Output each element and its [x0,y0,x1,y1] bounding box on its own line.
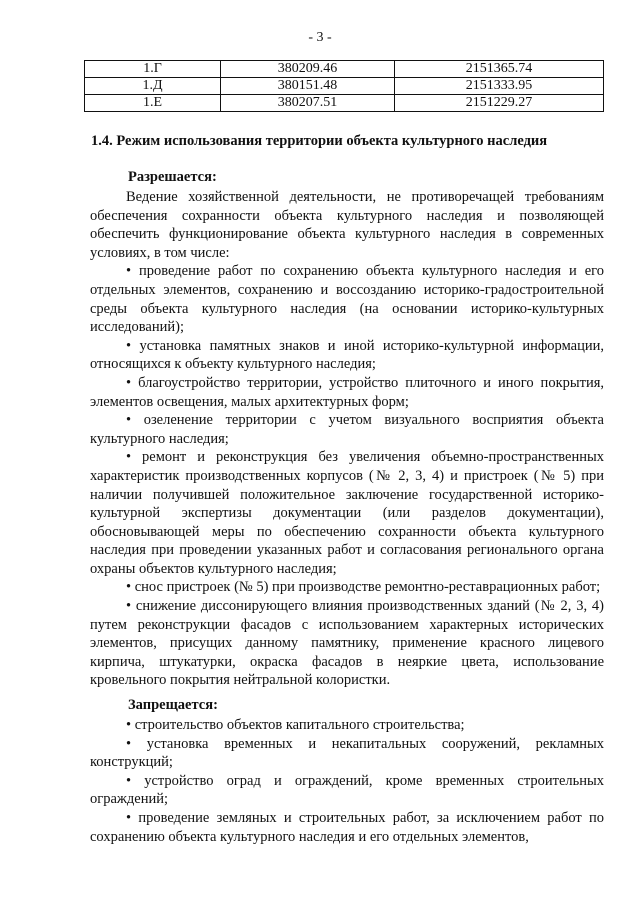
prohibited-item: • установка временных и некапитальных сооружений, рекламных конструкций; [90,735,604,771]
prohibited-item: • проведение земляных и строительных работ, за исключением работ по сохранению объекта культурного наследия и его отдельных элементов, [90,809,604,845]
allowed-item: • снос пристроек (№ 5) при производстве ремонтно-реставрационных работ; [126,579,601,596]
prohibited-section [90,716,604,846]
allowed-section [90,188,604,690]
allowed-item: • проведение работ по сохранению объекта культурного наследия и его отдельных элементов, сохранению и воссозданию историко-градостроительной среды объекта культурного наследия (на основании историко-культурных исследований); [90,263,604,336]
table-cell-x: 380207.51 [221,95,395,112]
allowed-item: • благоустройство территории, устройство плиточного и иного покрытия, элементов освещения, малых архитектурных форм; [90,374,604,410]
table-cell-y: 2151333.95 [395,78,604,95]
section-heading: 1.4. Режим использования территории объекта культурного наследия [91,133,548,149]
page-number: - 3 - [308,30,332,45]
allowed-item: • ремонт и реконструкция без увеличения объемно-пространственных характеристик производственных корпусов (№ 2, 3, 4) и пристроек (№ 5) при наличии получившей положительное заключение государственной историко-культурной экспертизы документации (или разделов документации), обосновывающей меры по обеспечению сохранности объекта культурного наследия при проведении указанных работ и согласования регионального органа охраны объектов культурного наследия; [90,449,604,577]
prohibited-item: • устройство оград и ограждений, кроме временных строительных ограждений; [90,772,604,808]
allowed-item: • озеленение территории с учетом визуального восприятия объекта культурного наследия; [90,412,604,447]
table-cell-y: 2151365.74 [395,61,604,78]
allowed-item: • снижение диссонирующего влияния производственных зданий (№ 2, 3, 4) путем реконструкции фасадов с использованием характерных исторических элементов, присущих данному памятнику, применение красного лицевого кирпича, штукатурки, окраска фасадов в неяркие цвета, использование кровельного покрытия нейтральной колористки. [90,598,604,689]
table-cell-x: 380151.48 [221,78,395,95]
table-cell-x: 380209.46 [221,61,395,78]
table-cell-y: 2151229.27 [395,95,604,112]
allowed-heading: Разрешается: [128,169,217,185]
coordinates-table [84,60,604,112]
prohibited-heading: Запрещается: [128,697,218,713]
table-row [85,95,604,112]
table-cell-point: 1.Г [85,61,221,78]
allowed-item: • установка памятных знаков и иной историко-культурной информации, относящихся к объекту культурного наследия; [90,337,604,373]
table-cell-point: 1.Е [85,95,221,112]
prohibited-item: • строительство объектов капитального строительства; [126,717,465,733]
allowed-intro: Ведение хозяйственной деятельности, не противоречащей требованиям обеспечения сохранности объекта культурного наследия и позволяющей обеспечить функционирование объекта культурного наследия в современных условиях, в том числе: [90,189,604,261]
table-row [85,78,604,95]
table-row [85,61,604,78]
table-cell-point: 1.Д [85,78,221,95]
